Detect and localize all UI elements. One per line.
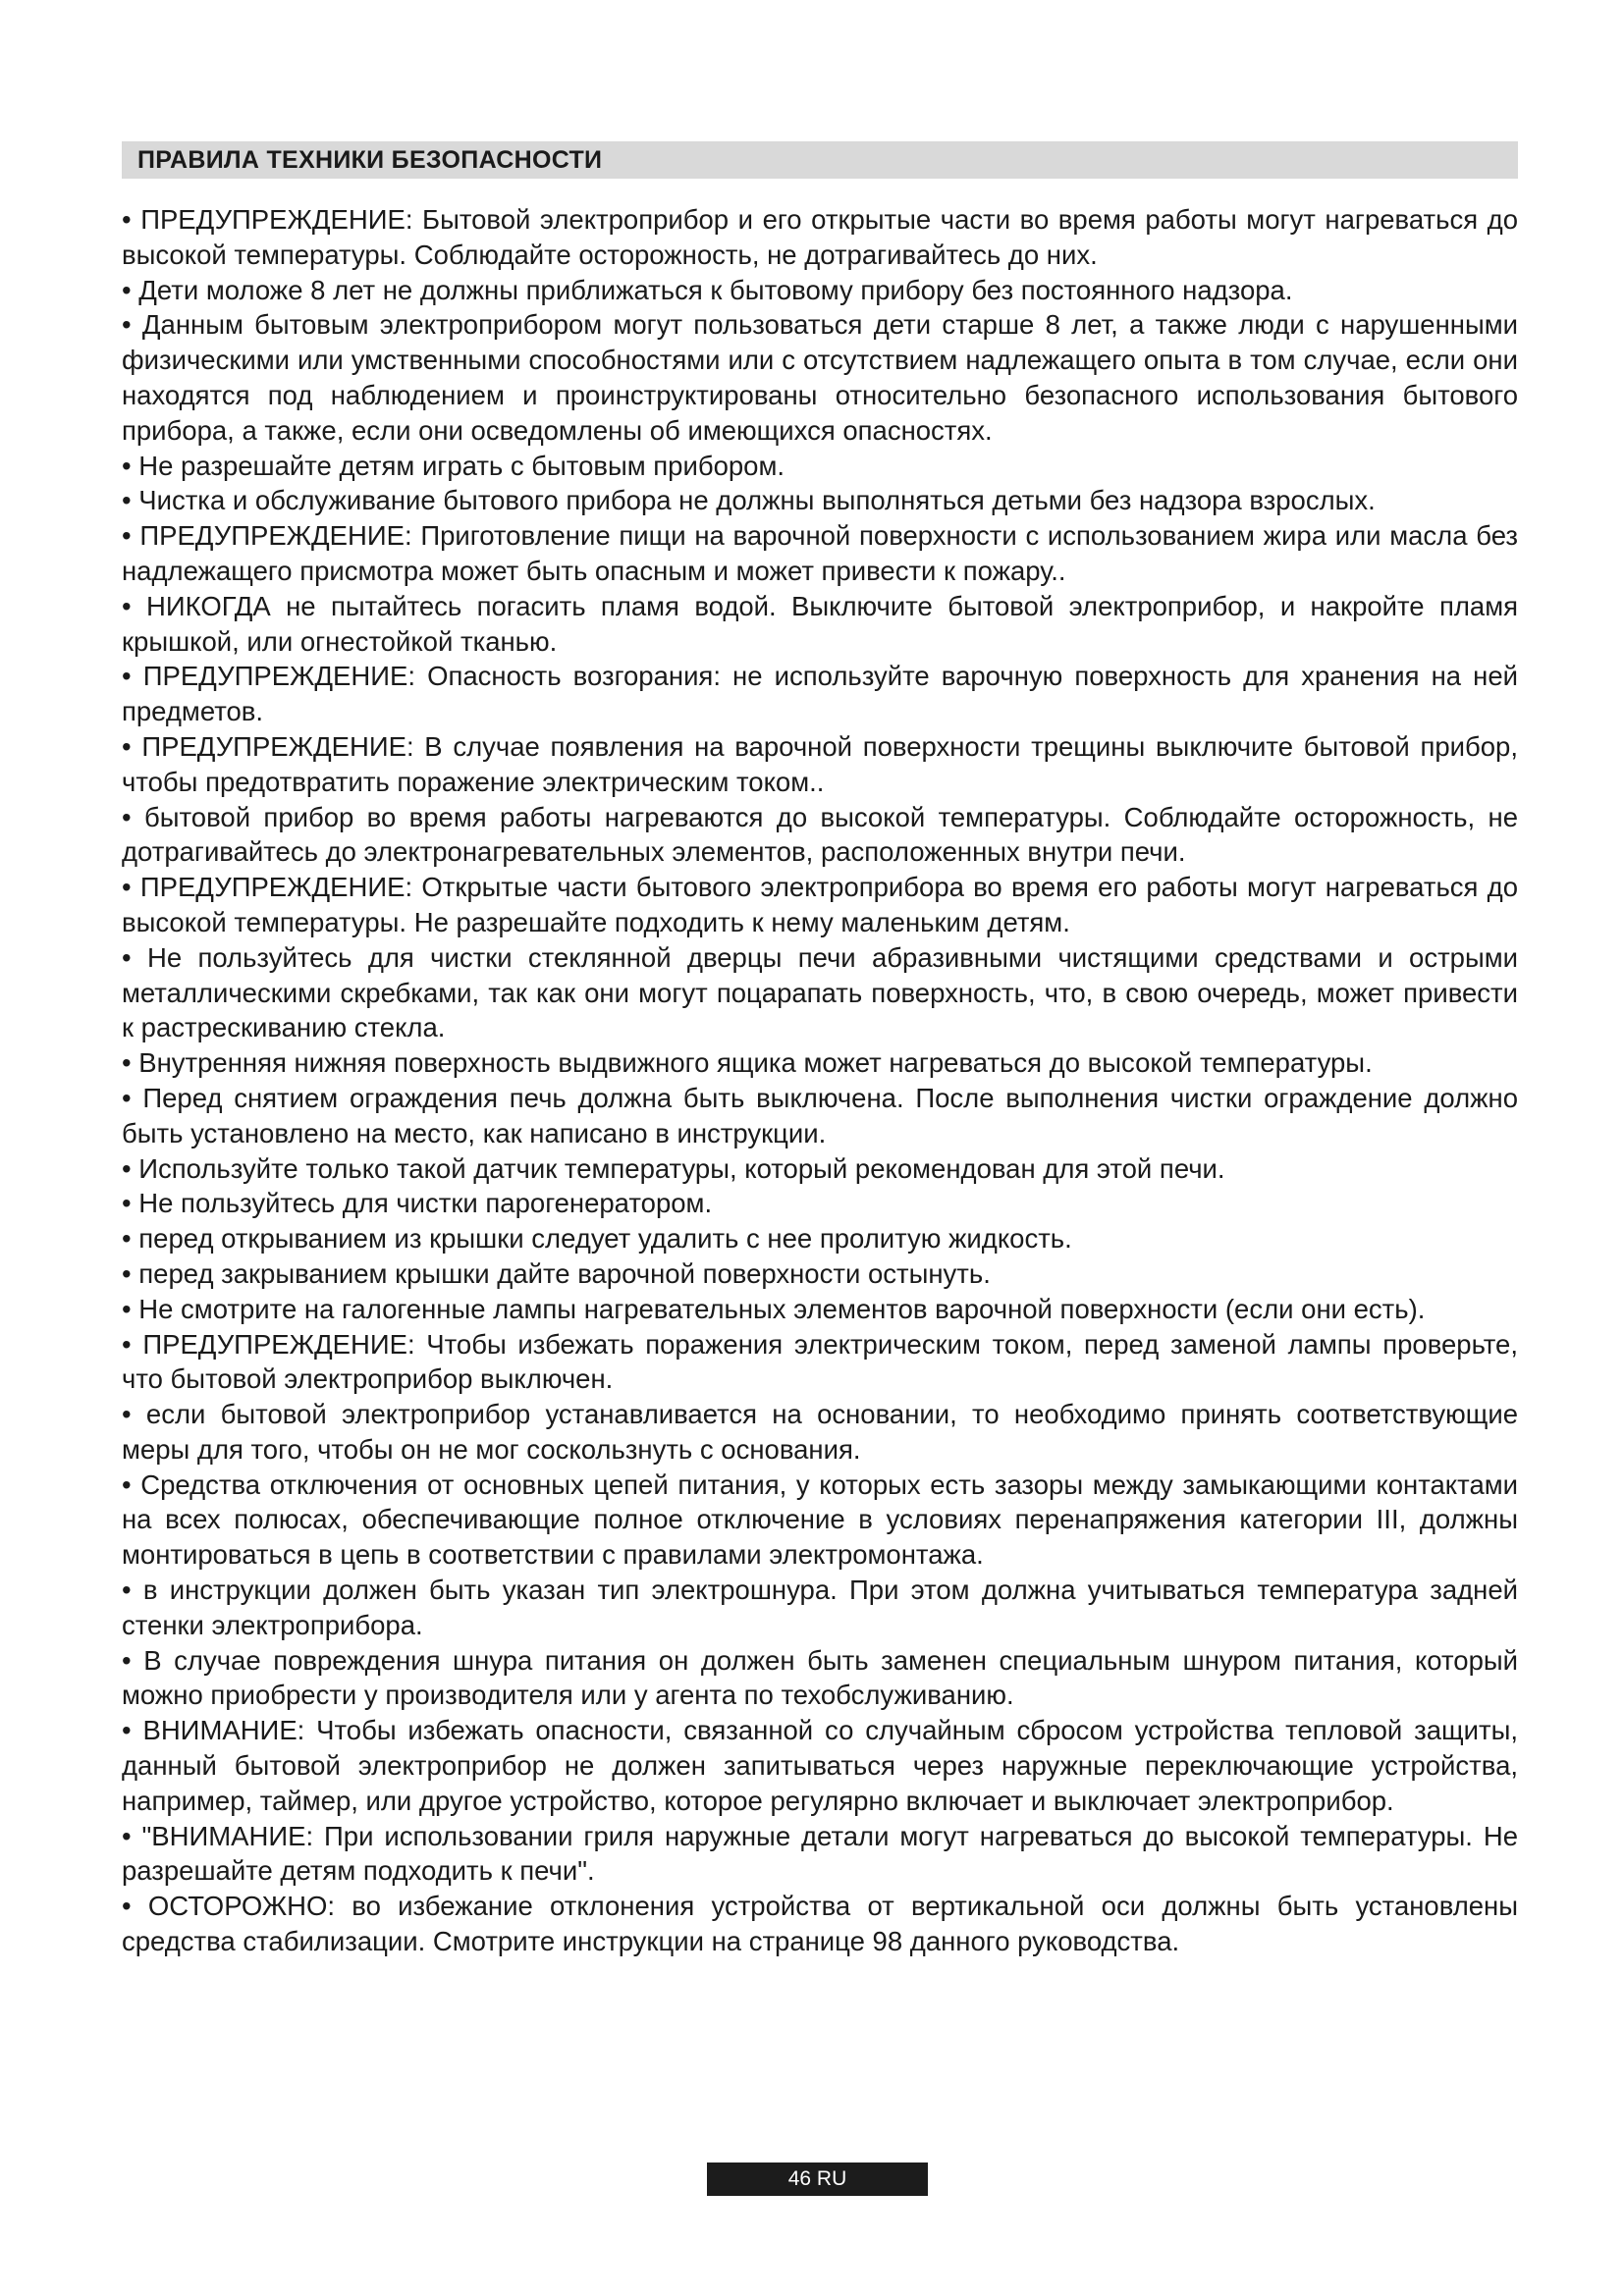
- page-number-badge: [707, 2163, 928, 2196]
- safety-item: • Чистка и обслуживание бытового прибора не должны выполняться детьми без надзора взрослых.: [122, 485, 1376, 516]
- safety-item: • ПРЕДУПРЕЖДЕНИЕ: Опасность возгорания: не используйте варочную поверхность для хранения на ней предметов.: [122, 661, 1518, 727]
- safety-item: • ПРЕДУПРЕЖДЕНИЕ: Чтобы избежать поражения электрическим током, перед заменой лампы проверьте, что бытовой электроприбор выключен.: [122, 1328, 1518, 1395]
- page-number: 46 RU: [787, 2167, 847, 2190]
- safety-item: • ВНИМАНИЕ: Чтобы избежать опасности, связанной со случайным сбросом устройства тепловой защиты, данный бытовой электроприбор не должен запитываться через наружные переключающие устройства, например, таймер, или другое устройство, которое регулярно включает и выключает электроприбор.: [122, 1715, 1518, 1816]
- section-header-bar: [122, 141, 1518, 179]
- safety-item: • Внутренняя нижняя поверхность выдвижного ящика может нагреваться до высокой температуры.: [122, 1047, 1373, 1079]
- safety-item: • ОСТОРОЖНО: во избежание отклонения устройства от вертикальной оси должны быть установлены средства стабилизации. Смотрите инструкции на странице 98 данного руководства.: [122, 1891, 1518, 1957]
- safety-item: • если бытовой электроприбор устанавливается на основании, то необходимо принять соответствующие меры для того, чтобы он не мог соскользнуть с основания.: [122, 1399, 1518, 1465]
- safety-item: • Не пользуйтесь для чистки парогенератором.: [122, 1188, 713, 1219]
- safety-item: • Средства отключения от основных цепей питания, у которых есть зазоры между замыкающими контактами на всех полюсах, обеспечивающие полное отключение в условиях перенапряжения категории III, должны монтироваться в цепь в соответствии с правилами электромонтажа.: [122, 1468, 1518, 1571]
- safety-item: • Перед снятием ограждения печь должна быть выключена. После выполнения чистки ограждение должно быть установлено на место, как написано в инструкции.: [122, 1082, 1518, 1148]
- safety-item: • в инструкции должен быть указан тип электрошнура. При этом должна учитываться температура задней стенки электроприбора.: [122, 1575, 1518, 1640]
- safety-item: • ПРЕДУПРЕЖДЕНИЕ: Открытые части бытового электроприбора во время его работы могут нагреваться до высокой температуры. Не разрешайте подходить к нему маленьким детям.: [122, 872, 1518, 937]
- safety-item: • Используйте только такой датчик температуры, который рекомендован для этой печи.: [122, 1152, 1225, 1184]
- safety-item: • Дети моложе 8 лет не должны приближаться к бытовому прибору без постоянного надзора.: [122, 274, 1293, 305]
- safety-item: • В случае повреждения шнура питания он должен быть заменен специальным шнуром питания, который можно приобрести у производителя или у агента по техобслуживанию.: [122, 1644, 1518, 1711]
- safety-item: • ПРЕДУПРЕЖДЕНИЕ: Бытовой электроприбор и его открытые части во время работы могут нагреваться до высокой температуры. Соблюдайте осторожность, не дотрагивайтесь до них.: [122, 204, 1518, 270]
- safety-item: • перед открыванием из крышки следует удалить с нее пролитую жидкость.: [122, 1223, 1072, 1255]
- safety-rules-list: [122, 202, 1518, 1959]
- safety-item: • Не смотрите на галогенные лампы нагревательных элементов варочной поверхности (если они есть).: [122, 1293, 1426, 1324]
- safety-item: • "ВНИМАНИЕ: При использовании гриля наружные детали могут нагреваться до высокой температуры. Не разрешайте детям подходить к печи".: [122, 1820, 1518, 1887]
- safety-item: • НИКОГДА не пытайтесь погасить пламя водой. Выключите бытовой электроприбор, и накройте пламя крышкой, или огнестойкой тканью.: [122, 590, 1518, 657]
- safety-item: • Не пользуйтесь для чистки стеклянной дверцы печи абразивными чистящими средствами и острыми металлическими скребками, так как они могут поцарапать поверхность, что, в свою очередь, может привести к растрескиванию стекла.: [122, 941, 1518, 1043]
- safety-item: • бытовой прибор во время работы нагреваются до высокой температуры. Соблюдайте осторожность, не дотрагивайтесь до электронагревательных элементов, расположенных внутри печи.: [122, 801, 1518, 868]
- safety-item: • ПРЕДУПРЕЖДЕНИЕ: В случае появления на варочной поверхности трещины выключите бытовой прибор, чтобы предотвратить поражение электрическим током..: [122, 730, 1518, 797]
- safety-item: • ПРЕДУПРЕЖДЕНИЕ: Приготовление пищи на варочной поверхности с использованием жира или масла без надлежащего присмотра может быть опасным и может привести к пожару..: [122, 520, 1518, 586]
- section-title: ПРАВИЛА ТЕХНИКИ БЕЗОПАСНОСТИ: [137, 145, 603, 174]
- safety-item: • Не разрешайте детям играть с бытовым прибором.: [122, 450, 785, 481]
- safety-item: • перед закрыванием крышки дайте варочной поверхности остынуть.: [122, 1257, 991, 1289]
- safety-item: • Данным бытовым электроприбором могут пользоваться дети старше 8 лет, а также люди с нарушенными физическими или умственными способностями или с отсутствием надлежащего опыта в том случае, если они находятся под наблюдением и проинструктированы относительно безопасного использования бытового прибора, а также, если они осведомлены об имеющихся опасностях.: [122, 309, 1518, 446]
